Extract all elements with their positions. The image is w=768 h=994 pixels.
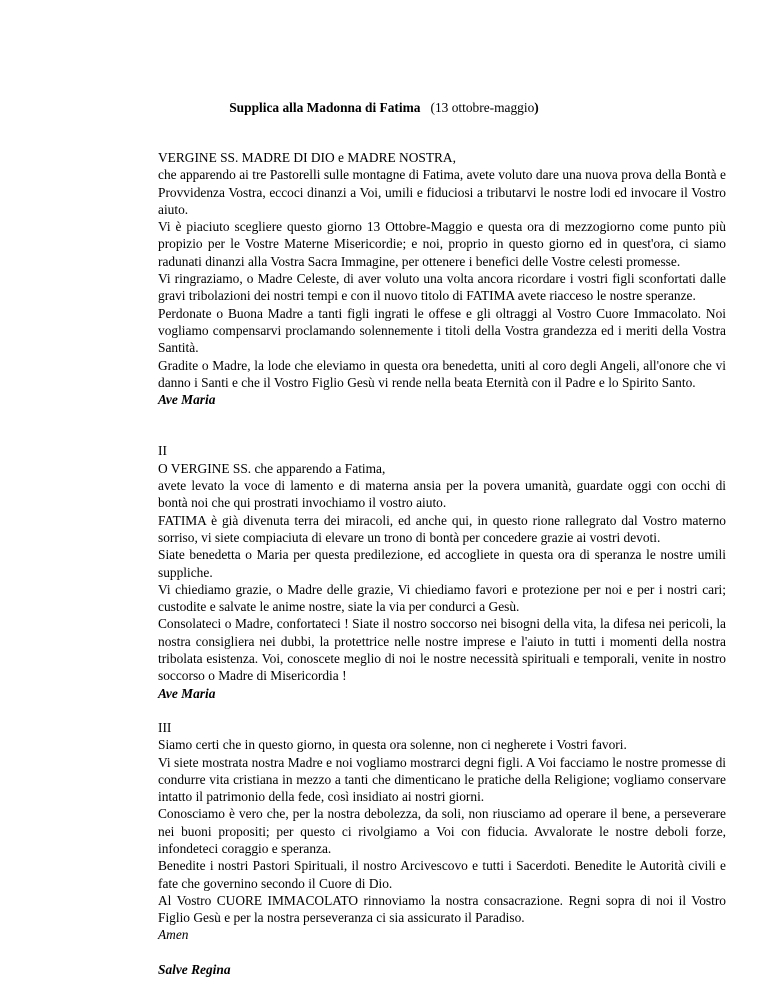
paragraph: Perdonate o Buona Madre a tanti figli ingrati le offese e gli oltraggi al Vostro Cuore Immacolato. Noi vogliamo compensarvi proclamando solennemente i titoli della Vostra grandezza ed i meriti della Vostra Santità. xyxy=(158,305,726,356)
paragraph: Conosciamo è vero che, per la nostra debolezza, da soli, non riusciamo ad operare il bene, a perseverare nei buoni propositi; per questo ci rivolgiamo a Voi con fiducia. Avvalorate le nostre deboli forze, infondeteci coraggio e speranza. xyxy=(158,806,726,856)
section-number: III xyxy=(158,719,172,735)
final-prayer: Salve Regina xyxy=(158,961,231,977)
section-closing: Ave Maria xyxy=(158,685,216,701)
title-close: ) xyxy=(534,100,539,115)
paragraph: Benedite i nostri Pastori Spirituali, il nostro Arcivescovo e tutti i Sacerdoti. Benedite le Autorità civili e fate che governino secondo il Cuore di Dio. xyxy=(158,858,726,891)
paragraph: Vi siete mostrata nostra Madre e noi vogliamo mostrarci degni figli. A Voi facciamo le nostre promesse di condurre vita cristiana in mezzo a tanti che dimenticano le pratiche della Religione; vogliamo conservare intatto il patrimonio della fede, così insidiato ai nostri giorni. xyxy=(158,754,726,805)
section-closing: Ave Maria xyxy=(158,392,216,408)
paragraph: Vi ringraziamo, o Madre Celeste, di aver voluto una volta ancora ricordare i vostri figli sconfortati dalle gravi tribolazioni dei nostri tempi e con il nuovo titolo di FATIMA avete riacceso le nostre speranze. xyxy=(158,271,726,304)
page-title xyxy=(0,99,768,116)
paragraph: Gradite o Madre, la lode che eleviamo in questa ora benedetta, uniti al coro degli Angeli, all'onore che vi danno i Santi e che il Vostro Figlio Gesù vi rende nella beata Eternità con il Padre e lo Spirito Santo. xyxy=(158,357,726,390)
section-number: II xyxy=(158,443,167,459)
title-main: Supplica alla Madonna di Fatima xyxy=(229,100,421,115)
paragraph: Al Vostro CUORE IMMACOLATO rinnoviamo la nostra consacrazione. Regni sopra di noi il Vostro Figlio Gesù e per la nostra perseveranza ci sia assicurato il Paradiso. xyxy=(158,892,726,926)
paragraph: Siamo certi che in questo giorno, in questa ora solenne, non ci negherete i Vostri favori. xyxy=(158,737,627,753)
prayer-body xyxy=(158,149,726,978)
paragraph: Vi è piaciuto scegliere questo giorno 13 Ottobre-Maggio e questa ora di mezzogiorno come punto più propizio per le Vostre Materne Misericordie; e noi, proprio in questo giorno ed in quest'ora, ci siamo radunati dinanzi alla Vostra Sacra Immagine, per ottenere i benefici delle Vostre celesti promesse. xyxy=(158,219,726,269)
section-3 xyxy=(158,719,726,944)
paragraph: FATIMA è già divenuta terra dei miracoli, ed anche qui, in questo rione rallegrato dal Vostro materno sorriso, vi siete compiaciuta di elevare un trono di bontà per concedere grazie ai vostri devoti. xyxy=(158,512,726,545)
paragraph: Vi chiediamo grazie, o Madre delle grazie, Vi chiediamo favori e protezione per noi e per i nostri cari; custodite e salvate le anime nostre, siate la via per condurci a Gesù. xyxy=(158,581,726,615)
paragraph: VERGINE SS. MADRE DI DIO e MADRE NOSTRA, xyxy=(158,150,456,165)
paragraph: che apparendo ai tre Pastorelli sulle montagne di Fatima, avete voluto dare una nuova prova della Bontà e Provvidenza Vostra, eccoci dinanzi a Voi, umili e fiduciosi a tributarvi le nostre lodi ed invocare il Vostro aiuto. xyxy=(158,167,726,217)
section-1 xyxy=(158,149,726,408)
title-date: (13 ottobre-maggio xyxy=(430,100,535,115)
paragraph: O VERGINE SS. che apparendo a Fatima, xyxy=(158,460,386,476)
section-2 xyxy=(158,442,726,701)
section-closing: Amen xyxy=(158,927,189,943)
paragraph: Consolateci o Madre, confortateci ! Siate il nostro soccorso nei bisogni della vita, la difesa nei pericoli, la nostra consigliera nei dubbi, la protettrice nelle nostre imprese e l'aiuto in tutti i momenti della nostra tribolata esistenza. Voi, conoscete meglio di noi le nostre necessità spirituali e temporali, venite in nostro soccorso o Madre di Misericordia ! xyxy=(158,616,726,684)
paragraph: avete levato la voce di lamento e di materna ansia per la povera umanità, guardate oggi con occhi di bontà noi che qui prostrati invochiamo il vostro aiuto. xyxy=(158,478,726,511)
paragraph: Siate benedetta o Maria per questa predilezione, ed accogliete in questa ora di speranza le nostre umili suppliche. xyxy=(158,547,726,580)
